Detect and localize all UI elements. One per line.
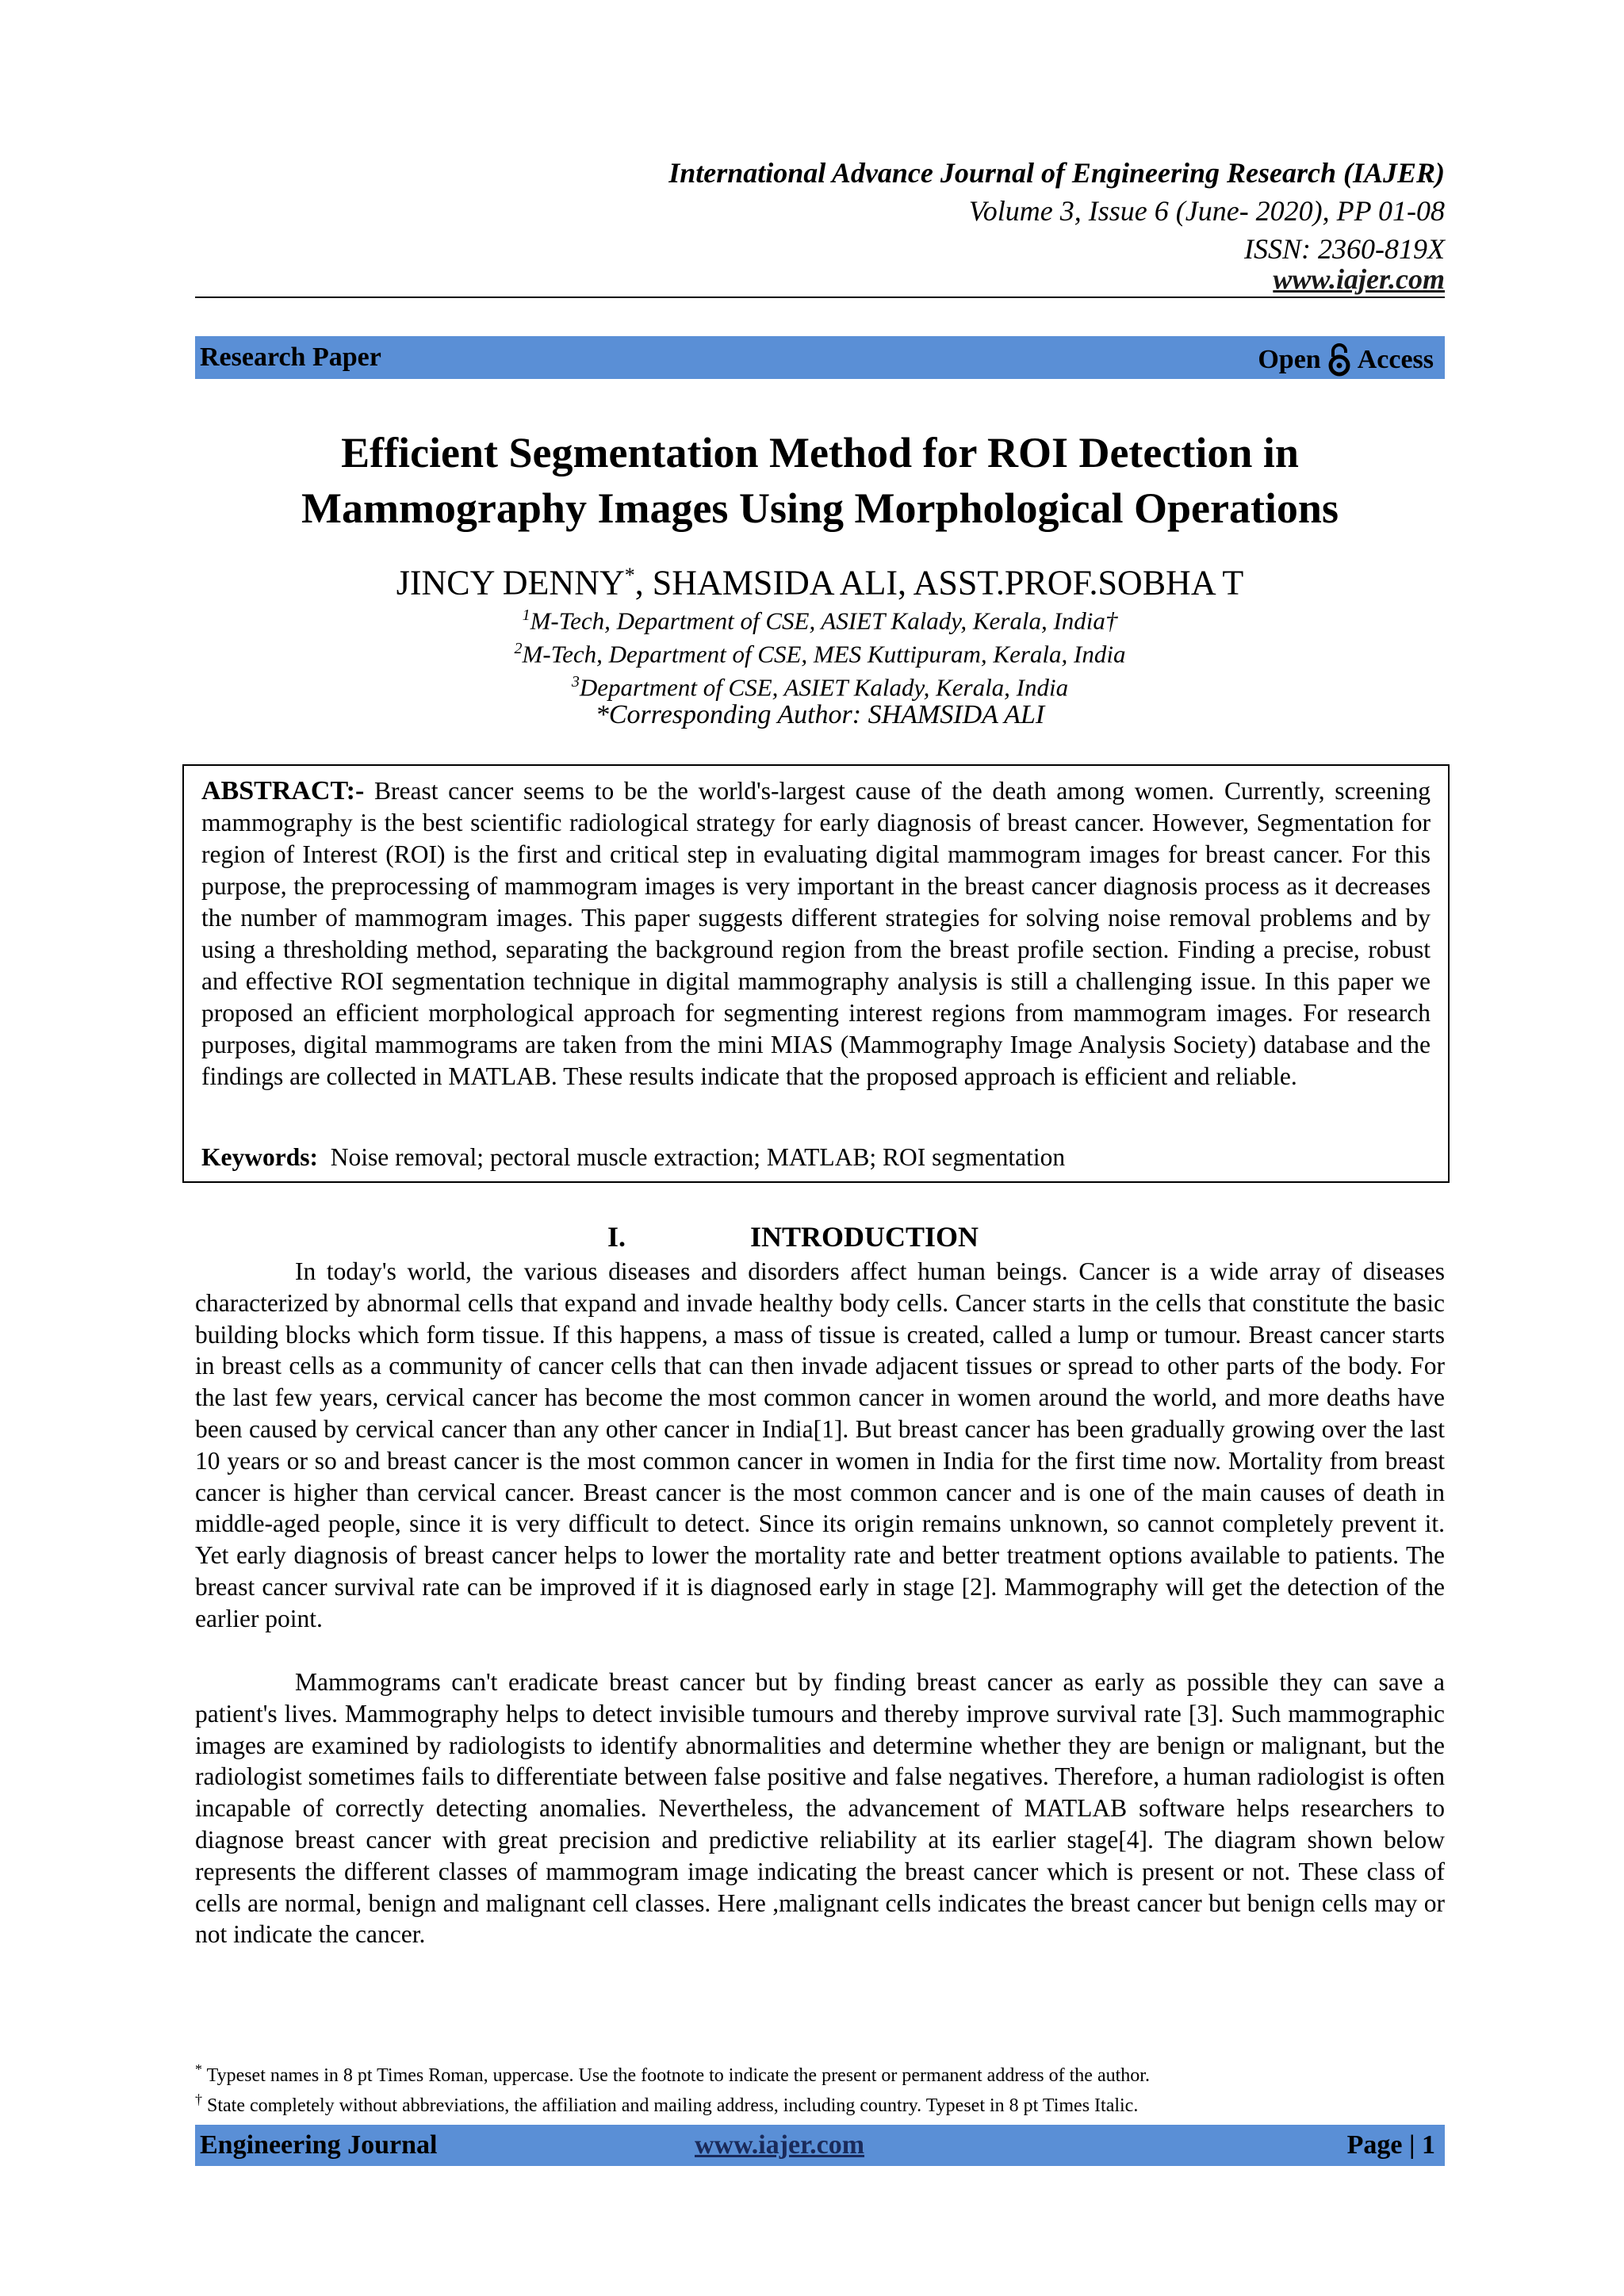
paper-title-line1: Efficient Segmentation Method for ROI Detection in — [341, 429, 1299, 476]
author-1-mark: * — [624, 564, 635, 587]
journal-volume: Volume 3, Issue 6 (June- 2020), PP 01-08 — [968, 195, 1445, 227]
footnote-2-text: State completely without abbreviations, the affiliation and mailing address, including country. Typeset in 8 pt Times Italic. — [207, 2095, 1139, 2116]
intro-paragraph-1 — [195, 1256, 1445, 1635]
open-label: Open — [1258, 345, 1321, 374]
author-list — [195, 555, 1445, 604]
research-paper-label: Research Paper — [200, 342, 381, 372]
page-footer — [195, 2125, 1445, 2166]
affiliation-2 — [195, 633, 1445, 670]
section-title: INTRODUCTION — [750, 1221, 979, 1253]
affiliation-2-text: M-Tech, Department of CSE, MES Kuttipuram, Kerala, India — [522, 640, 1126, 668]
paper-title — [195, 425, 1445, 536]
footnote-2 — [195, 2087, 1445, 2118]
open-access-icon — [1326, 342, 1353, 377]
footnote-2-mark: † — [195, 2091, 202, 2107]
intro-paragraph-1-text: In today's world, the various diseases and disorders affect human beings. Cancer is a wide array of diseases characterized by abnormal cells that expand and invade healthy body cells. Cancer starts in the cells that constitute the basic building blocks which form tissue. If this happens, a mass of tissue is created, called a lump or tumour. Breast cancer starts in breast cells as a community of cancer cells that can then invade adjacent tissues or spread to other parts of the body. For the last few years, cervical cancer has become the most common cancer in women around the world, and more deaths have been caused by cervical cancer than any other cancer in India[1]. But breast cancer has been gradually growing over the last 10 years or so and breast cancer is the most common cancer in women in India for the first time now. Mortality from breast cancer is higher than cervical cancer. Breast cancer is the most common cancer and is one of the main causes of death in middle-aged people, since it is very difficult to detect. Since its origin remains unknown, so cannot completely prevent it. Yet early diagnosis of breast cancer helps to lower the mortality rate and better treatment options available to patients. The breast cancer survival rate can be improved if it is diagnosed early in stage [2]. Mammography will get the detection of the earlier point. — [195, 1257, 1445, 1632]
abstract-body: Breast cancer seems to be the world's-largest cause of the death among women. Currently, screening mammography is the best scientific radiological strategy for early diagnosis of breast cancer. However, Segmentation for region of Interest (ROI) is the first and critical step in evaluating digital mammogram images for breast cancer. For this purpose, the preprocessing of mammogram images is very important in the breast cancer diagnosis process as it decreases the number of mammogram images. This paper suggests different strategies for solving noise removal problems and by using a thresholding method, separating the background region from the breast profile section. Finding a precise, robust and effective ROI segmentation technique in digital mammography analysis is still a challenging issue. In this paper we proposed an efficient morphological approach for segmenting interest regions from mammogram images. For research purposes, digital mammograms are taken from the mini MIAS (Mammography Image Analysis Society) database and the findings are collected in MATLAB. These results indicate that the proposed approach is efficient and reliable. — [201, 777, 1431, 1090]
footer-page-number: Page | 1 — [1346, 2130, 1435, 2160]
keywords-label: Keywords: — [201, 1143, 318, 1171]
keywords-text: Noise removal; pectoral muscle extraction; MATLAB; ROI segmentation — [330, 1143, 1066, 1171]
affiliation-3 — [195, 666, 1445, 703]
footer-journal-name: Engineering Journal — [200, 2130, 438, 2160]
footnote-1-mark: * — [195, 2061, 202, 2077]
journal-title: International Advance Journal of Engineering Research (IAJER) — [668, 157, 1445, 189]
abstract — [201, 775, 1431, 1093]
abstract-label: ABSTRACT:- — [201, 776, 365, 806]
authors-rest: , SHAMSIDA ALI, ASST.PROF.SOBHA T — [634, 563, 1244, 603]
affiliation-1 — [195, 599, 1445, 637]
author-1: JINCY DENNY — [396, 563, 625, 603]
intro-paragraph-2-text: Mammograms can't eradicate breast cancer but by finding breast cancer as early as possible they can save a patient's lives. Mammography helps to detect invisible tumours and thereby improve survival rate [3]. Such mammographic images are examined by radiologists to identify abnormalities and determine whether they are benign or malignant, but the radiologist sometimes fails to differentiate between false positive and false negatives. Therefore, a human radiologist is often incapable of correctly detecting anomalies. Nevertheless, the advancement of MATLAB software helps researchers to diagnose breast cancer with great precision and predictive reliability at its earlier stage[4]. The diagram shown below represents the different classes of mammogram image indicating the breast cancer which is present or not. These class of cells are normal, benign and malignant cell classes. Here ,malignant cells indicates the breast cancer but benign cells may or not indicate the cancer. — [195, 1668, 1445, 1949]
footnote-1 — [195, 2057, 1445, 2088]
footer-url-link[interactable]: www.iajer.com — [695, 2130, 865, 2160]
paper-title-line2: Mammography Images Using Morphological Operations — [301, 484, 1339, 532]
header-divider — [195, 297, 1445, 298]
journal-url-link[interactable]: www.iajer.com — [1273, 263, 1445, 295]
footnote-1-text: Typeset names in 8 pt Times Roman, uppercase. Use the footnote to indicate the present or permanent address of the author. — [206, 2065, 1150, 2086]
journal-issn: ISSN: 2360-819X — [1244, 233, 1445, 265]
affiliation-3-text: Department of CSE, ASIET Kalady, Kerala, India — [579, 673, 1069, 702]
affiliation-2-mark: 2 — [514, 640, 523, 657]
affiliation-1-text: M-Tech, Department of CSE, ASIET Kalady, Kerala, India† — [530, 607, 1118, 635]
research-paper-banner — [195, 336, 1445, 379]
affiliation-3-mark: 3 — [571, 673, 580, 691]
intro-paragraph-2 — [195, 1667, 1445, 1950]
keywords — [201, 1142, 1431, 1173]
open-access-label — [1258, 342, 1434, 377]
section-number: I. — [607, 1221, 626, 1253]
affiliation-1-mark: 1 — [522, 607, 530, 624]
access-label: Access — [1357, 345, 1434, 374]
corresponding-author: *Corresponding Author: SHAMSIDA ALI — [595, 700, 1045, 729]
abstract-box — [182, 764, 1450, 1183]
